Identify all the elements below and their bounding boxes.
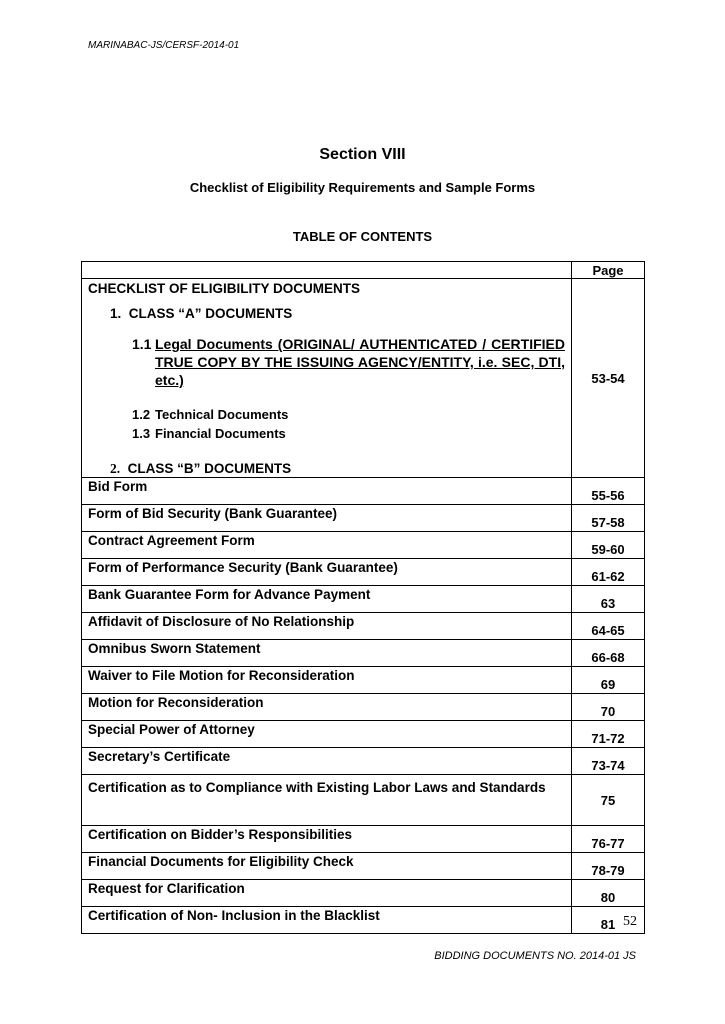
toc-item-pages: 81 — [572, 907, 645, 934]
toc-row — [82, 721, 645, 748]
toc-item-pages: 78-79 — [572, 853, 645, 880]
toc-row — [82, 505, 645, 532]
toc-row — [82, 880, 645, 907]
class-b-number: 2. — [110, 461, 121, 476]
toc-row — [82, 559, 645, 586]
toc-item-pages: 69 — [572, 667, 645, 694]
toc-item-pages: 76-77 — [572, 826, 645, 853]
toc-item-title: Bank Guarantee Form for Advance Payment — [82, 586, 572, 613]
toc-item-title: Certification of Non- Inclusion in the Blacklist — [82, 907, 572, 934]
page-column-header: Page — [572, 262, 645, 279]
toc-item-title: Form of Performance Security (Bank Guarantee) — [82, 559, 572, 586]
financial-documents-item — [132, 426, 565, 441]
toc-item-pages: 55-56 — [572, 478, 645, 505]
document-code: MARINABAC-JS/CERSF-2014-01 — [88, 40, 240, 51]
toc-row — [82, 613, 645, 640]
toc-item-title: Financial Documents for Eligibility Check — [82, 853, 572, 880]
legal-documents-label: Legal Documents (ORIGINAL/ AUTHENTICATED / CERTIFIED TRUE COPY BY THE ISSUING AGENCY/ENTITY, i.e. SEC, DTI, etc.) — [155, 336, 565, 388]
page-number: 52 — [623, 914, 637, 929]
toc-row — [82, 586, 645, 613]
toc-row — [82, 640, 645, 667]
toc-item-title: Motion for Reconsideration — [82, 694, 572, 721]
toc-item-pages: 75 — [572, 775, 645, 826]
toc-row — [82, 478, 645, 505]
class-a-number: 1. — [110, 306, 122, 321]
class-b-label: CLASS “B” DOCUMENTS — [127, 461, 292, 476]
toc-item-pages: 71-72 — [572, 721, 645, 748]
toc-item-pages: 70 — [572, 694, 645, 721]
toc-item-title: Bid Form — [82, 478, 572, 505]
class-a-label: CLASS “A” DOCUMENTS — [128, 306, 293, 321]
toc-item-pages: 80 — [572, 880, 645, 907]
class-b-heading — [110, 461, 565, 477]
toc-item-title: Certification on Bidder’s Responsibilities — [82, 826, 572, 853]
toc-item-title: Special Power of Attorney — [82, 721, 572, 748]
toc-item-title: Secretary’s Certificate — [82, 748, 572, 775]
footer-document-label: BIDDING DOCUMENTS NO. 2014-01 JS — [434, 950, 636, 962]
checklist-row — [82, 279, 645, 478]
toc-title: TABLE OF CONTENTS — [292, 229, 433, 244]
toc-row — [82, 853, 645, 880]
toc-item-pages: 73-74 — [572, 748, 645, 775]
toc-item-pages: 59-60 — [572, 532, 645, 559]
technical-documents-label: Technical Documents — [155, 407, 289, 422]
class-a-heading — [110, 306, 565, 321]
toc-item-pages: 63 — [572, 586, 645, 613]
toc-item-pages: 61-62 — [572, 559, 645, 586]
section-subtitle: Checklist of Eligibility Requirements and Sample Forms — [189, 180, 536, 195]
checklist-cell — [82, 279, 572, 478]
toc-header-row — [82, 262, 645, 279]
table-of-contents — [81, 261, 645, 934]
title-column-header — [82, 262, 572, 279]
toc-item-title: Form of Bid Security (Bank Guarantee) — [82, 505, 572, 532]
toc-item-title: Contract Agreement Form — [82, 532, 572, 559]
toc-item-title: Omnibus Sworn Statement — [82, 640, 572, 667]
toc-item-title: Request for Clarification — [82, 880, 572, 907]
toc-item-title: Affidavit of Disclosure of No Relationship — [82, 613, 572, 640]
toc-row — [82, 748, 645, 775]
section-title: Section VIII — [319, 146, 406, 163]
toc-item-pages: 64-65 — [572, 613, 645, 640]
checklist-pages: 53-54 — [572, 279, 645, 478]
toc-item-pages: 66-68 — [572, 640, 645, 667]
financial-documents-number: 1.3 — [132, 426, 151, 441]
toc-row — [82, 667, 645, 694]
technical-documents-number: 1.2 — [132, 407, 151, 422]
toc-item-title: Certification as to Compliance with Existing Labor Laws and Standards — [82, 775, 572, 826]
technical-documents-item — [132, 407, 565, 422]
toc-row — [82, 694, 645, 721]
legal-documents-number: 1.1 — [132, 336, 152, 352]
toc-row — [82, 907, 645, 934]
toc-item-pages: 57-58 — [572, 505, 645, 532]
toc-row — [82, 826, 645, 853]
toc-row — [82, 532, 645, 559]
financial-documents-label: Financial Documents — [155, 426, 286, 441]
checklist-heading: CHECKLIST OF ELIGIBILITY DOCUMENTS — [88, 281, 361, 296]
toc-item-title: Waiver to File Motion for Reconsideration — [82, 667, 572, 694]
toc-body — [82, 262, 645, 934]
toc-row — [82, 775, 645, 826]
legal-documents-item — [132, 335, 565, 389]
